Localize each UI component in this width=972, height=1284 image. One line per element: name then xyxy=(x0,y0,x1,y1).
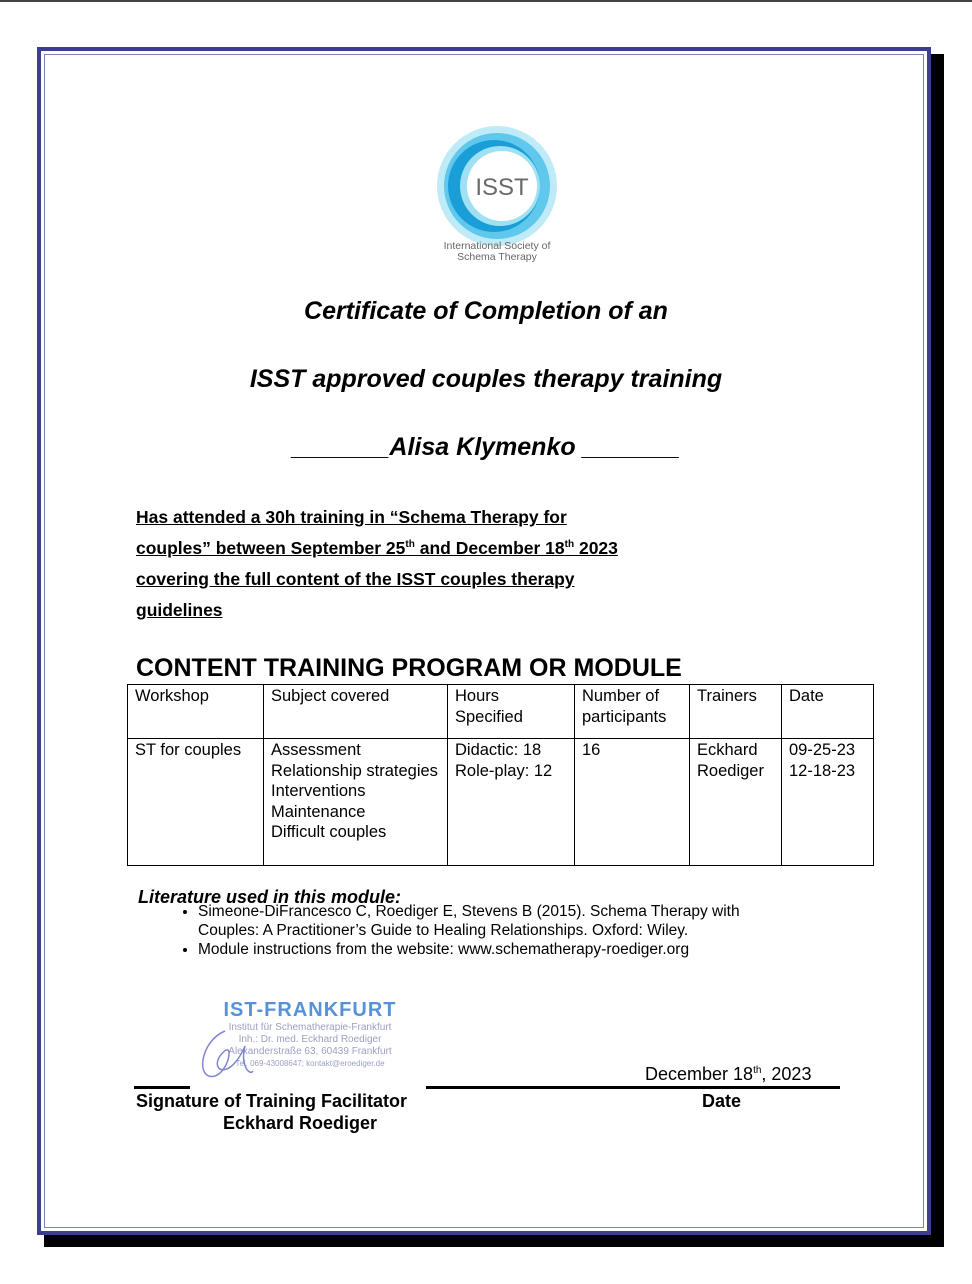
date-line xyxy=(426,1086,840,1089)
certificate-date: December 18th, 2023 xyxy=(645,1064,812,1084)
training-table xyxy=(127,684,874,866)
top-edge xyxy=(0,0,972,2)
certificate-title: Certificate of Completion of an xyxy=(304,297,668,325)
signature-label: Signature of Training Facilitator xyxy=(136,1091,408,1111)
facilitator-name: Eckhard Roediger xyxy=(223,1113,378,1133)
literature-title: Literature used in this module: xyxy=(138,887,402,907)
logo-caption: International Society of Schema Therapy xyxy=(443,240,551,263)
section-title: CONTENT TRAINING PROGRAM OR MODULE xyxy=(136,654,682,682)
literature-list xyxy=(150,902,798,959)
list-item: • Module instructions from the website: www.schematherapy-roediger.org xyxy=(198,940,798,959)
facilitator-stamp: IST-FRANKFURT Institut für Schematherapie-Frankfurt Inh.: Dr. med. Eckhard Roediger Alexanderstraße 63, 60439 Frankfurt Tel. 069-43008647; kontakt@eroediger.de xyxy=(195,998,425,1086)
handwritten-signature xyxy=(195,1026,255,1086)
svg-text:ISST: ISST xyxy=(475,174,529,201)
table-row: ST for couples Assessment Relationship strategies Interventions Maintenance Difficult couples Didactic: 18 Role-play: 12 16 Eckhard Roediger 09-25-23 12-18-23 xyxy=(128,739,874,866)
recipient-name: _______Alisa Klymenko _______ xyxy=(292,433,680,461)
date-label: Date xyxy=(702,1091,742,1111)
table-header-row: Workshop Subject covered Hours Specified Number of participants Trainers Date xyxy=(128,685,874,739)
certificate-subtitle: ISST approved couples therapy training xyxy=(249,365,723,393)
attendance-statement: Has attended a 30h training in “Schema Therapy for couples” between September 25th and December 18th 2023 covering the full content of the ISST couples therapy guidelines xyxy=(136,507,618,620)
list-item: • Simeone-DiFrancesco C, Roediger E, Stevens B (2015). Schema Therapy with Couples: A Practitioner’s Guide to Healing Relationships. Oxford: Wiley. xyxy=(198,902,798,940)
signature-line xyxy=(134,1086,190,1089)
